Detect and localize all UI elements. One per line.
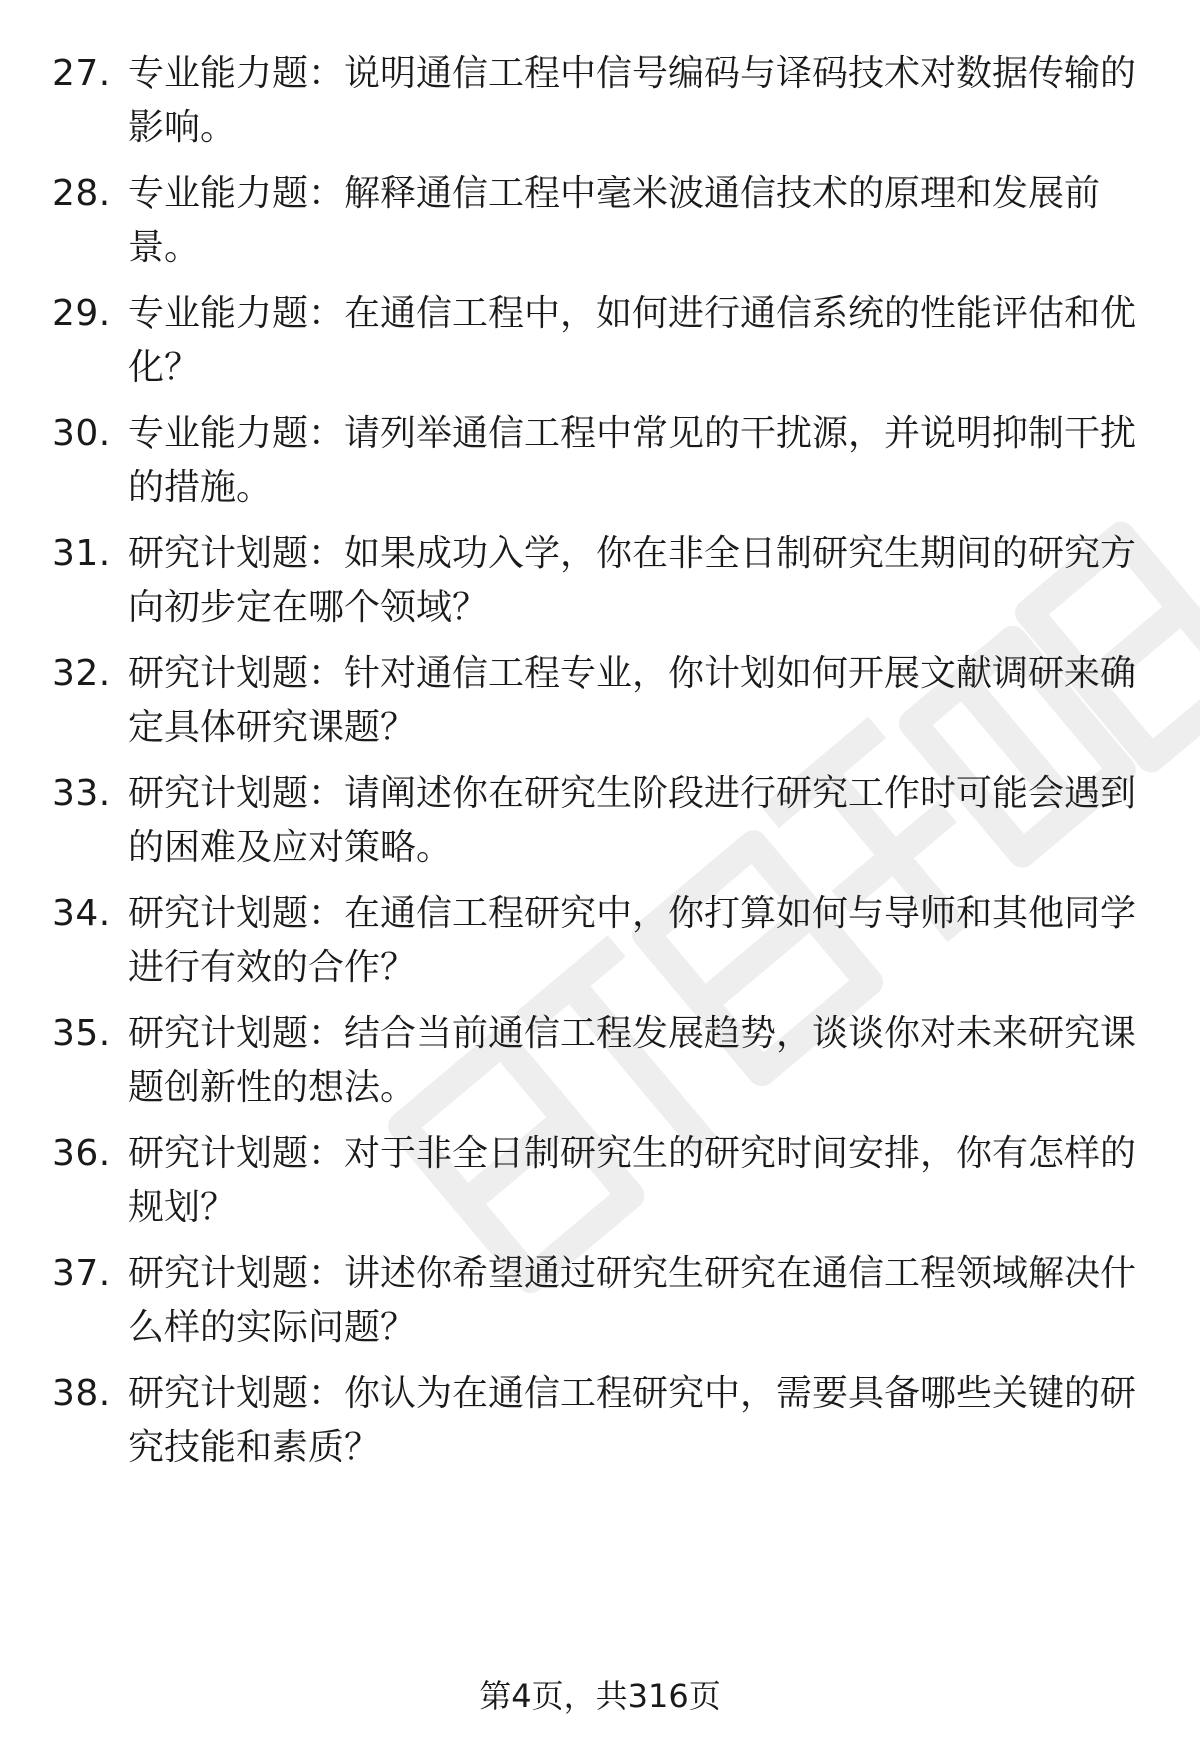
question-number: 30. bbox=[52, 413, 111, 454]
list-item bbox=[0, 407, 1200, 517]
question-number: 38. bbox=[52, 1373, 111, 1414]
question-text bbox=[128, 1007, 1148, 1115]
question-line: 研究计划题：对于非全日制研究生的研究时间安排，你有怎样的 bbox=[128, 1133, 1137, 1174]
question-line: 么样的实际问题？ bbox=[128, 1307, 417, 1348]
list-item bbox=[0, 1007, 1200, 1117]
question-text bbox=[128, 1247, 1148, 1355]
question-line: 研究计划题：针对通信工程专业，你计划如何开展文献调研来确 bbox=[128, 653, 1137, 694]
question-number: 37. bbox=[52, 1253, 111, 1294]
question-line: 专业能力题：请列举通信工程中常见的干扰源，并说明抑制干扰 bbox=[128, 413, 1137, 454]
question-line: 进行有效的合作？ bbox=[128, 947, 417, 988]
question-text bbox=[128, 407, 1148, 515]
question-number: 36. bbox=[52, 1133, 111, 1174]
question-number: 35. bbox=[52, 1013, 111, 1054]
question-line: 研究计划题：在通信工程研究中，你打算如何与导师和其他同学 bbox=[128, 893, 1137, 934]
question-number: 32. bbox=[52, 653, 111, 694]
list-item bbox=[0, 767, 1200, 877]
question-line: 的措施。 bbox=[128, 467, 273, 508]
question-line: 影响。 bbox=[128, 107, 237, 148]
list-item bbox=[0, 1127, 1200, 1237]
question-number: 33. bbox=[52, 773, 111, 814]
list-item bbox=[0, 527, 1200, 637]
question-text bbox=[128, 527, 1148, 635]
question-text bbox=[128, 887, 1148, 995]
list-item bbox=[0, 167, 1200, 277]
question-line: 景。 bbox=[128, 227, 201, 268]
page-footer bbox=[0, 1672, 1200, 1720]
page-number-label: 第4页，共316页 bbox=[479, 1677, 721, 1715]
question-number: 27. bbox=[52, 53, 111, 94]
question-line: 研究计划题：请阐述你在研究生阶段进行研究工作时可能会遇到 bbox=[128, 773, 1137, 814]
question-text bbox=[128, 1127, 1148, 1235]
question-line: 定具体研究课题？ bbox=[128, 707, 417, 748]
list-item bbox=[0, 647, 1200, 757]
question-line: 研究计划题：结合当前通信工程发展趋势，谈谈你对未来研究课 bbox=[128, 1013, 1137, 1054]
question-text bbox=[128, 767, 1148, 875]
list-item bbox=[0, 287, 1200, 397]
question-line: 研究计划题：如果成功入学，你在非全日制研究生期间的研究方 bbox=[128, 533, 1137, 574]
question-line: 专业能力题：在通信工程中，如何进行通信系统的性能评估和优 bbox=[128, 293, 1137, 334]
list-item bbox=[0, 47, 1200, 157]
question-text bbox=[128, 47, 1148, 155]
list-item bbox=[0, 887, 1200, 997]
question-line: 究技能和素质？ bbox=[128, 1427, 381, 1468]
question-line: 题创新性的想法。 bbox=[128, 1067, 417, 1108]
question-line: 研究计划题：你认为在通信工程研究中，需要具备哪些关键的研 bbox=[128, 1373, 1137, 1414]
question-text bbox=[128, 167, 1148, 275]
question-number: 34. bbox=[52, 893, 111, 934]
question-text bbox=[128, 1367, 1148, 1475]
list-item bbox=[0, 1367, 1200, 1477]
question-text bbox=[128, 287, 1148, 395]
question-line: 专业能力题：说明通信工程中信号编码与译码技术对数据传输的 bbox=[128, 53, 1137, 94]
question-line: 化？ bbox=[128, 347, 201, 388]
question-line: 向初步定在哪个领域？ bbox=[128, 587, 489, 628]
question-number: 28. bbox=[52, 173, 111, 214]
question-line: 研究计划题：讲述你希望通过研究生研究在通信工程领域解决什 bbox=[128, 1253, 1137, 1294]
question-number: 31. bbox=[52, 533, 111, 574]
question-line: 专业能力题：解释通信工程中毫米波通信技术的原理和发展前 bbox=[128, 173, 1101, 214]
list-item bbox=[0, 1247, 1200, 1357]
question-line: 规划？ bbox=[128, 1187, 237, 1228]
question-line: 的困难及应对策略。 bbox=[128, 827, 453, 868]
question-number: 29. bbox=[52, 293, 111, 334]
question-text bbox=[128, 647, 1148, 755]
